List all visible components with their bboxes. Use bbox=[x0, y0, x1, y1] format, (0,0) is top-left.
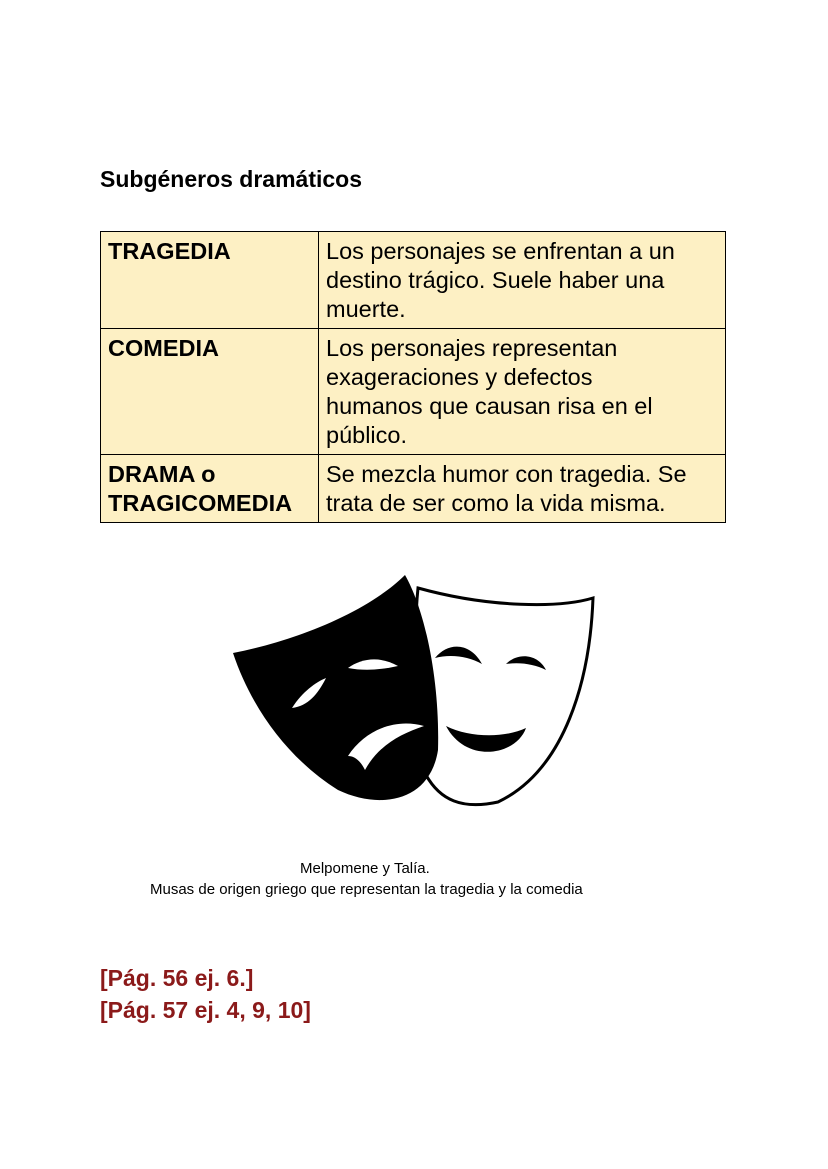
tragedy-mask bbox=[233, 575, 438, 800]
description-line: público. bbox=[326, 422, 407, 448]
genre-description bbox=[319, 455, 726, 523]
genre-name bbox=[101, 329, 319, 455]
description-line: humanos que causan risa en el bbox=[326, 393, 653, 419]
description-line: Los personajes representan bbox=[326, 335, 618, 361]
description-line: Se mezcla humor con tragedia. Se bbox=[326, 461, 687, 487]
genre-name-line: TRAGEDIA bbox=[108, 238, 231, 264]
caption-line: Melpomene y Talía. bbox=[300, 860, 430, 877]
genre-description bbox=[319, 329, 726, 455]
reference-item: [Pág. 57 ej. 4, 9, 10] bbox=[100, 997, 311, 1023]
description-line: destino trágico. Suele haber una bbox=[326, 267, 665, 293]
theater-masks-icon bbox=[230, 570, 600, 810]
genres-table bbox=[100, 231, 726, 523]
table-row bbox=[101, 232, 726, 329]
caption-line: Musas de origen griego que representan la tragedia y la comedia bbox=[150, 881, 583, 898]
genre-name-line: COMEDIA bbox=[108, 335, 219, 361]
description-line: Los personajes se enfrentan a un bbox=[326, 238, 675, 264]
image-caption bbox=[0, 858, 828, 900]
description-line: muerte. bbox=[326, 296, 406, 322]
comedy-mask bbox=[416, 588, 593, 805]
genre-name bbox=[101, 455, 319, 523]
table-row bbox=[101, 329, 726, 455]
page-references bbox=[100, 962, 311, 1026]
table-row bbox=[101, 455, 726, 523]
genre-name-line: TRAGICOMEDIA bbox=[108, 490, 293, 516]
description-line: exageraciones y defectos bbox=[326, 364, 593, 390]
genre-name-line: DRAMA o bbox=[108, 461, 216, 487]
page-title: Subgéneros dramáticos bbox=[100, 166, 363, 192]
genre-description bbox=[319, 232, 726, 329]
genre-name bbox=[101, 232, 319, 329]
description-line: trata de ser como la vida misma. bbox=[326, 490, 666, 516]
reference-item: [Pág. 56 ej. 6.] bbox=[100, 965, 254, 991]
